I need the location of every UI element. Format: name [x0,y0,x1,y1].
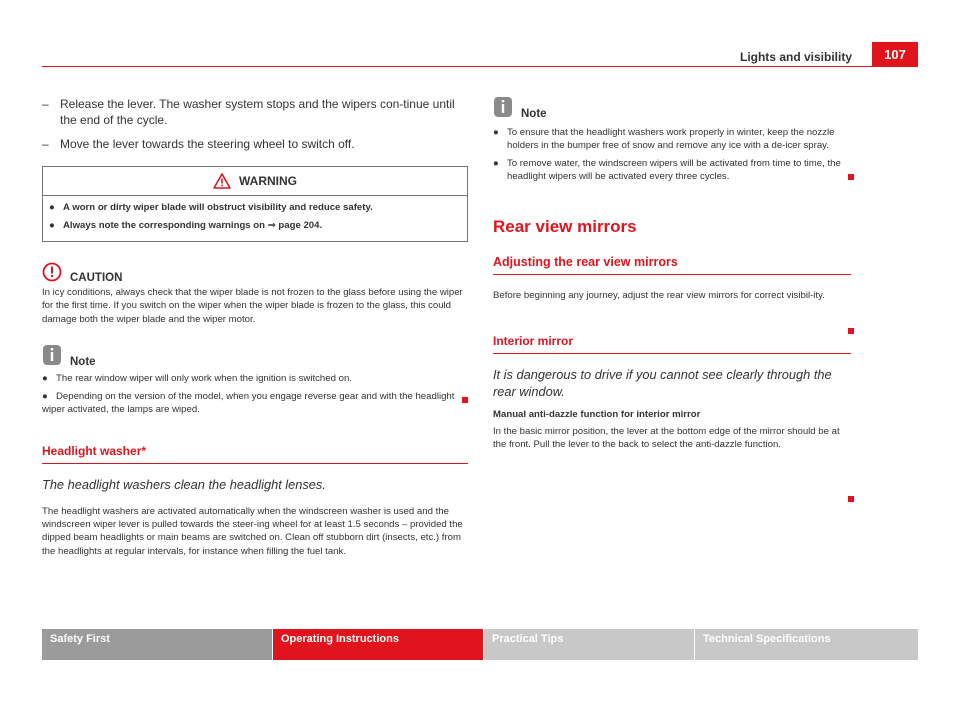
bullet-marker: ● [49,202,55,213]
warning-box [42,166,468,242]
footer-tab-label: Operating Instructions [281,633,399,645]
page-number: 107 [872,42,918,66]
warning-item-text: Always note the corresponding warnings on ⇒ page 204. [63,220,323,231]
step-item [42,96,468,128]
info-icon [493,96,513,118]
caution-text: In icy conditions, always check that the wiper blade is not frozen to the glass before using the wiper for the first time. If you switch on the wiper when the wiper blade is frozen to the glass, this could damage both the wiper blade and the wiper motor. [42,287,463,325]
section-heading: Headlight washer* [42,444,468,464]
section-text: In the basic mirror position, the lever at the bottom edge of the mirror should be at the front. Pull the lever to the back to select the anti-dazzle function. [493,425,840,450]
note-item [493,157,851,183]
header-rule [42,66,918,67]
section-subheading: Manual anti-dazzle function for interior mirror [493,409,701,421]
note-title: Note [521,108,547,120]
note-item [42,372,468,385]
right-column [493,96,851,451]
note-header [42,344,468,366]
section-lead: It is dangerous to drive if you cannot see clearly through the rear window. [493,367,832,400]
footer-tab-label: Technical Specifications [703,633,831,645]
note-title: Note [70,355,96,368]
note-item-text: Depending on the version of the model, when you engage reverse gear and with the headlight wiper activated, the lamps are wiped. [42,390,455,415]
note-item [493,126,851,152]
caution-icon [42,262,62,282]
bullet-marker: ● [42,372,48,384]
footer-tab-practical-tips[interactable] [484,629,694,660]
info-icon [42,344,62,366]
warning-triangle-icon [213,173,231,189]
footer-tab-label: Safety First [50,633,110,645]
left-column [42,96,468,558]
dash-marker: – [42,97,49,111]
section-heading: Adjusting the rear view mirrors [493,255,851,275]
note-item-text: To ensure that the headlight washers work properly in winter, keep the nozzle holders in the bumper free of snow and remove any ice with a de-icer spray. [507,127,835,151]
section-text: Before beginning any journey, adjust the rear view mirrors for correct visibil-ity. [493,290,825,301]
note-header [493,96,851,118]
step-text: Move the lever towards the steering wheel to switch off. [60,137,355,151]
note-item-text: To remove water, the windscreen wipers will be activated from time to time, the headlight wipers will be activated every three cycles. [507,158,841,182]
warning-item-text: A worn or dirty wiper blade will obstruct visibility and reduce safety. [63,202,373,213]
warning-header [43,167,467,196]
section-end-marker [462,397,468,403]
warning-item [49,201,461,214]
footer-tab-technical-specifications[interactable] [695,629,918,660]
caution-title: CAUTION [70,272,123,284]
section-lead: The headlight washers clean the headlight lenses. [42,476,326,492]
section-end-marker [848,496,854,502]
caution-header [42,262,468,282]
section-text: The headlight washers are activated automatically when the windscreen washer is used and the windscreen wiper lever is pulled towards the steer-ing wheel for at least 1.5 seconds – provided the dipped beam headlights or main beams are switched on. Clean off stubborn dirt (insects, etc.) from the headlights at regular intervals, for instance when filling the fuel tank. [42,505,463,557]
bullet-marker: ● [493,158,499,169]
dash-marker: – [42,137,49,151]
step-item [42,136,468,152]
section-end-marker [848,174,854,180]
note-item-text: The rear window wiper will only work when the ignition is switched on. [56,372,352,384]
footer-tab-safety-first[interactable] [42,629,272,660]
bullet-marker: ● [493,127,499,138]
note-item [42,390,468,416]
warning-item [49,219,461,232]
section-heading: Interior mirror [493,334,851,354]
chapter-title: Rear view mirrors [493,217,637,236]
footer-tab-operating-instructions[interactable] [273,629,483,660]
footer-tab-label: Practical Tips [492,633,564,645]
header-title: Lights and visibility [739,50,852,64]
bullet-marker: ● [42,390,48,402]
warning-title: WARNING [239,174,297,188]
bullet-marker: ● [49,220,55,231]
section-end-marker [848,328,854,334]
step-text: Release the lever. The washer system stops and the wipers con-tinue until the end of the cycle. [60,97,455,127]
